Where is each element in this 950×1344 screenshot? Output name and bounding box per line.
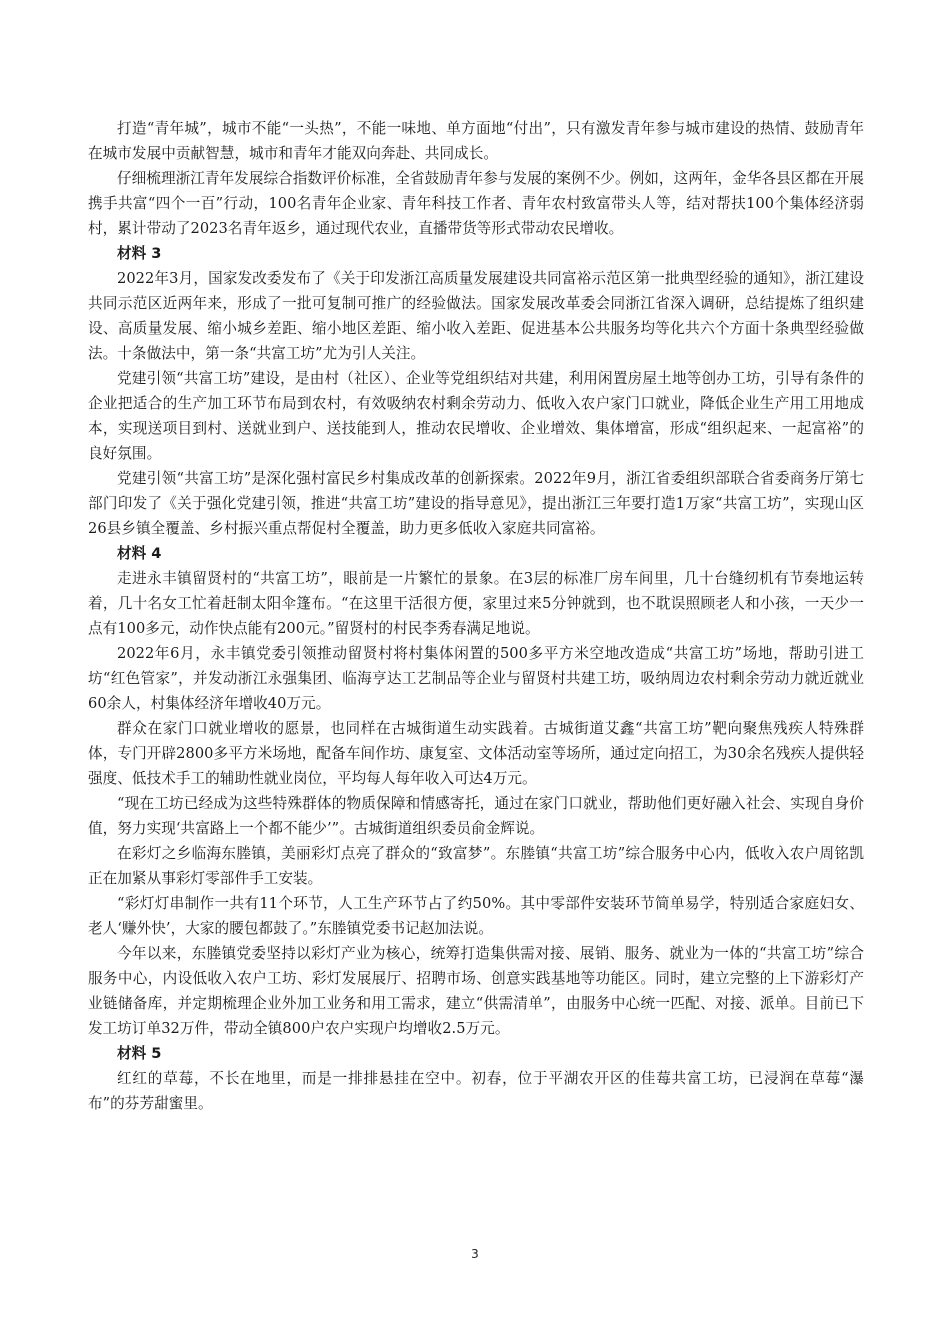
section-heading-material-4: 材料 4 [117, 545, 162, 562]
paragraph-13: 红红的草莓，不长在地里，而是一排排悬挂在空中。初春，位于平湖农开区的佳莓共富工坊，已浸润在草莓“瀑布”的芬芳甜蜜里。 [88, 1070, 864, 1112]
paragraph-9: “现在工坊已经成为这些特殊群体的物质保障和情感寄托，通过在家门口就业，帮助他们更好融入社会、实现自身价值，努力实现‘共富路上一个都不能少’”。古城街道组织委员俞金辉说。 [88, 795, 864, 837]
paragraph-4: 党建引领“共富工坊”建设，是由村（社区）、企业等党组织结对共建，利用闲置房屋土地等创办工坊，引导有条件的企业把适合的生产加工环节布局到农村，有效吸纳农村剩余劳动力、低收入农户家门口就业，降低企业生产用工用地成本，实现送项目到村、送就业到户、送技能到人，推动农民增收、企业增效、集体增富，形成“组织起来、一起富裕”的良好氛围。 [88, 370, 864, 462]
paragraph-1: 打造“青年城”，城市不能“一头热”，不能一味地、单方面地“付出”，只有激发青年参与城市建设的热情、鼓励青年在城市发展中贡献智慧，城市和青年才能双向奔赴、共同成长。 [88, 120, 864, 162]
paragraph-10: 在彩灯之乡临海东塍镇，美丽彩灯点亮了群众的“致富梦”。东塍镇“共富工坊”综合服务中心内，低收入农户周铭凯正在加紧从事彩灯零部件手工安装。 [88, 845, 864, 887]
document-body [88, 116, 864, 1116]
paragraph-5: 党建引领“共富工坊”是深化强村富民乡村集成改革的创新探索。2022年9月，浙江省委组织部联合省委商务厅第七部门印发了《关于强化党建引领，推进“共富工坊”建设的指导意见》，提出浙江三年要打造1万家“共富工坊”，实现山区26县乡镇全覆盖、乡村振兴重点帮促村全覆盖，助力更多低收入家庭共同富裕。 [88, 470, 864, 537]
section-heading-material-5: 材料 5 [117, 1045, 162, 1062]
paragraph-2: 仔细梳理浙江青年发展综合指数评价标准，全省鼓励青年参与发展的案例不少。例如，这两年，金华各县区都在开展携手共富“四个一百”行动，100名青年企业家、青年科技工作者、青年农村致富带头人等，结对帮扶100个集体经济弱村，累计带动了2023名青年返乡，通过现代农业，直播带货等形式带动农民增收。 [88, 170, 864, 237]
section-heading-material-3: 材料 3 [117, 245, 162, 262]
paragraph-6: 走进永丰镇留贤村的“共富工坊”，眼前是一片繁忙的景象。在3层的标准厂房车间里，几十台缝纫机有节奏地运转着，几十名女工忙着赶制太阳伞篷布。“在这里干活很方便，家里过来5分钟就到，也不耽误照顾老人和小孩，一天少一点有100多元，动作快点能有200元。”留贤村的村民李秀春满足地说。 [88, 570, 864, 637]
paragraph-8: 群众在家门口就业增收的愿景，也同样在古城街道生动实践着。古城街道艾鑫“共富工坊”靶向聚焦残疾人特殊群体，专门开辟2800多平方米场地，配备车间作坊、康复室、文体活动室等场所，通过定向招工，为30余名残疾人提供轻强度、低技术手工的辅助性就业岗位，平均每人每年收入可达4万元。 [88, 720, 864, 787]
paragraph-11: “彩灯灯串制作一共有11个环节，人工生产环节占了约50%。其中零部件安装环节简单易学，特别适合家庭妇女、老人‘赚外快’，大家的腰包都鼓了。”东塍镇党委书记赵加法说。 [88, 895, 864, 937]
page-number: 3 [471, 1247, 479, 1261]
paragraph-12: 今年以来，东塍镇党委坚持以彩灯产业为核心，统筹打造集供需对接、展销、服务、就业为一体的“共富工坊”综合服务中心，内设低收入农户工坊、彩灯发展展厅、招聘市场、创意实践基地等功能区。同时，建立完整的上下游彩灯产业链储备库，并定期梳理企业外加工业务和用工需求，建立“供需清单”，由服务中心统一匹配、对接、派单。目前已下发工坊订单32万件，带动全镇800户农户实现户均增收2.5万元。 [88, 945, 864, 1037]
paragraph-3: 2022年3月，国家发改委发布了《关于印发浙江高质量发展建设共同富裕示范区第一批典型经验的通知》，浙江建设共同示范区近两年来，形成了一批可复制可推广的经验做法。国家发展改革委会同浙江省深入调研，总结提炼了组织建设、高质量发展、缩小城乡差距、缩小地区差距、缩小收入差距、促进基本公共服务均等化共六个方面十条典型经验做法。十条做法中，第一条“共富工坊”尤为引人关注。 [88, 270, 864, 362]
paragraph-7: 2022年6月，永丰镇党委引领推动留贤村将村集体闲置的500多平方米空地改造成“共富工坊”场地，帮助引进工坊“红色管家”，并发动浙江永强集团、临海亨达工艺制品等企业与留贤村共建工坊，吸纳周边农村剩余劳动力就近就业60余人，村集体经济年增收40万元。 [88, 645, 864, 712]
